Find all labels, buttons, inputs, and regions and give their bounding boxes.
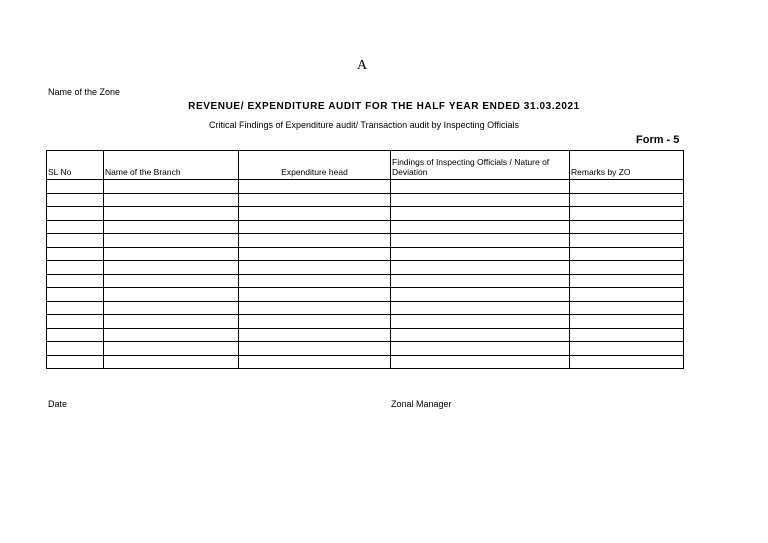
- table-cell: [47, 234, 104, 248]
- table-cell: [391, 247, 570, 261]
- table-cell: [391, 180, 570, 194]
- table-cell: [239, 288, 391, 302]
- table-cell: [47, 261, 104, 275]
- table-cell: [391, 328, 570, 342]
- table-cell: [239, 234, 391, 248]
- table-cell: [104, 234, 239, 248]
- table-cell: [570, 193, 684, 207]
- table-cell: [104, 288, 239, 302]
- table-row: [47, 193, 684, 207]
- col-header-sl-no: SL No: [47, 151, 104, 180]
- table-cell: [391, 207, 570, 221]
- table-row: [47, 342, 684, 356]
- table-cell: [570, 207, 684, 221]
- table-cell: [570, 180, 684, 194]
- table-cell: [239, 328, 391, 342]
- table-cell: [391, 301, 570, 315]
- table-cell: [570, 301, 684, 315]
- table-cell: [391, 220, 570, 234]
- table-row: [47, 274, 684, 288]
- table-cell: [104, 261, 239, 275]
- table-cell: [239, 315, 391, 329]
- table-cell: [104, 355, 239, 369]
- table-cell: [104, 220, 239, 234]
- table-row: [47, 247, 684, 261]
- table-cell: [104, 274, 239, 288]
- table-row: [47, 315, 684, 329]
- table-cell: [239, 220, 391, 234]
- table-cell: [570, 220, 684, 234]
- table-cell: [239, 342, 391, 356]
- table-row: [47, 301, 684, 315]
- table-row: [47, 288, 684, 302]
- col-header-expenditure-head: Expenditure head: [239, 151, 391, 180]
- table-cell: [239, 355, 391, 369]
- table-cell: [47, 355, 104, 369]
- table-cell: [239, 301, 391, 315]
- table-cell: [570, 274, 684, 288]
- table-cell: [391, 355, 570, 369]
- table-cell: [104, 328, 239, 342]
- table-cell: [47, 193, 104, 207]
- table-cell: [47, 315, 104, 329]
- table-cell: [570, 342, 684, 356]
- table-cell: [239, 180, 391, 194]
- table-cell: [239, 274, 391, 288]
- table-cell: [391, 193, 570, 207]
- table-cell: [570, 315, 684, 329]
- report-subtitle: Critical Findings of Expenditure audit/ Transaction audit by Inspecting Officials: [209, 120, 519, 130]
- table-cell: [47, 207, 104, 221]
- table-cell: [47, 247, 104, 261]
- table-row: [47, 234, 684, 248]
- table-cell: [239, 193, 391, 207]
- table-row: [47, 261, 684, 275]
- table-cell: [47, 274, 104, 288]
- table-cell: [47, 220, 104, 234]
- table-cell: [47, 328, 104, 342]
- zonal-manager-label: Zonal Manager: [391, 399, 452, 409]
- table-cell: [391, 315, 570, 329]
- table-cell: [570, 288, 684, 302]
- form-number: Form - 5: [636, 134, 680, 146]
- table-cell: [391, 288, 570, 302]
- table-row: [47, 328, 684, 342]
- table-row: [47, 207, 684, 221]
- table-cell: [570, 234, 684, 248]
- table-cell: [239, 207, 391, 221]
- table-cell: [570, 355, 684, 369]
- col-header-findings: Findings of Inspecting Officials / Nature of Deviation: [391, 151, 570, 180]
- table-cell: [104, 342, 239, 356]
- findings-table: [46, 150, 684, 369]
- table-cell: [239, 261, 391, 275]
- table-cell: [104, 180, 239, 194]
- zone-name-label: Name of the Zone: [48, 87, 121, 97]
- table-cell: [47, 180, 104, 194]
- table-cell: [570, 247, 684, 261]
- col-header-branch-name: Name of the Branch: [104, 151, 239, 180]
- table-cell: [570, 328, 684, 342]
- table-body: [47, 180, 684, 369]
- table-cell: [239, 247, 391, 261]
- table-cell: [104, 247, 239, 261]
- date-label: Date: [48, 399, 68, 409]
- table-row: [47, 355, 684, 369]
- table-cell: [47, 342, 104, 356]
- table-cell: [104, 193, 239, 207]
- report-title: REVENUE/ EXPENDITURE AUDIT FOR THE HALF YEAR ENDED 31.03.2021: [188, 101, 580, 112]
- table-header-row: [47, 151, 684, 180]
- table-row: [47, 180, 684, 194]
- table-cell: [104, 315, 239, 329]
- table-row: [47, 220, 684, 234]
- table-cell: [47, 301, 104, 315]
- table-cell: [570, 261, 684, 275]
- table-cell: [391, 261, 570, 275]
- table-cell: [104, 207, 239, 221]
- table-cell: [391, 234, 570, 248]
- table-cell: [391, 274, 570, 288]
- table-cell: [391, 342, 570, 356]
- col-header-remarks: Remarks by ZO: [570, 151, 684, 180]
- table-cell: [104, 301, 239, 315]
- table-cell: [47, 288, 104, 302]
- page-letter: A: [357, 58, 368, 73]
